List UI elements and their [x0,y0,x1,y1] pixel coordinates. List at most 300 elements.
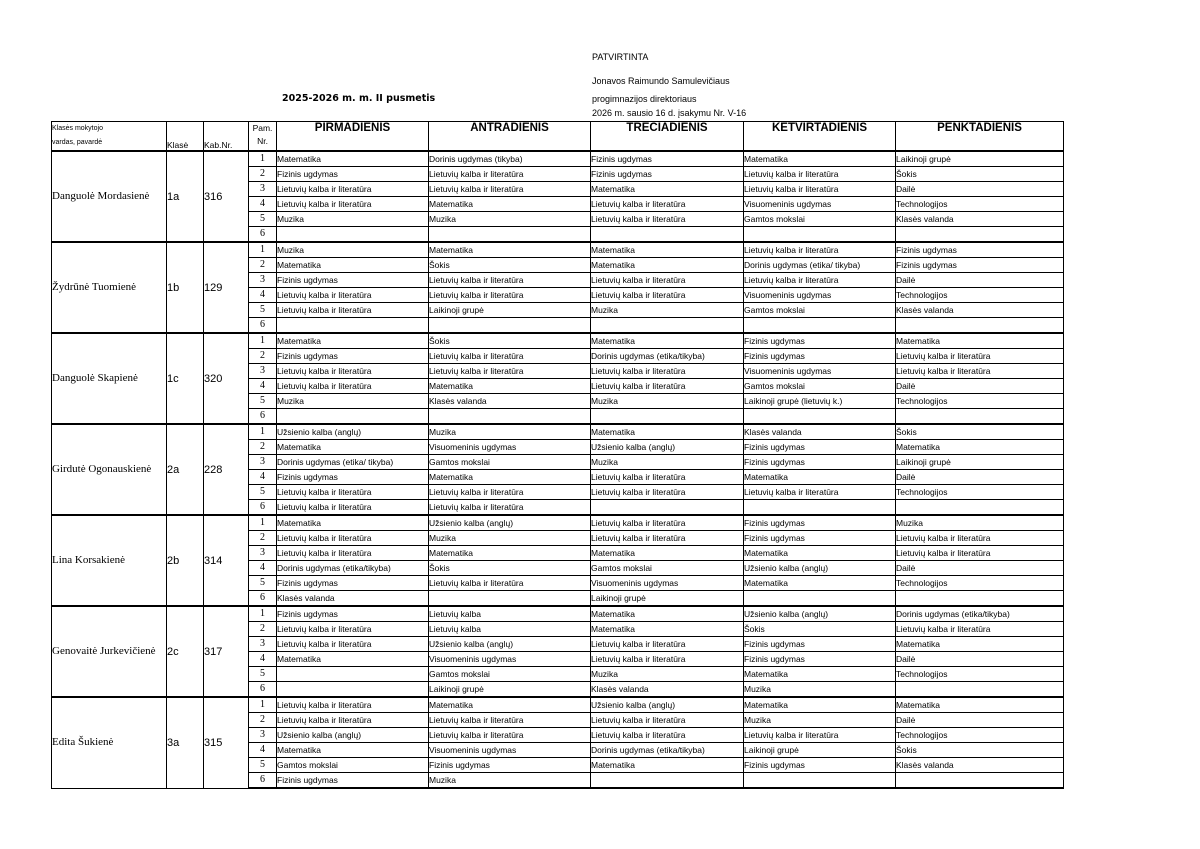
lesson-cell: Fizinis ugdymas [277,576,429,591]
lesson-cell: Lietuvių kalba ir literatūra [591,515,744,531]
lesson-cell: Lietuvių kalba ir literatūra [277,531,429,546]
approval-role: progimnazijos direktoriaus [592,94,697,104]
lesson-number: 2 [249,713,277,728]
lesson-cell: Lietuvių kalba ir literatūra [591,379,744,394]
lesson-number: 2 [249,531,277,546]
lesson-cell [277,227,429,243]
lesson-cell [277,682,429,698]
lesson-cell: Dorinis ugdymas (etika/ tikyba) [744,258,896,273]
lesson-cell: Matematika [744,151,896,167]
lesson-cell: Visuomeninis ugdymas [744,364,896,379]
lesson-cell: Fizinis ugdymas [277,606,429,622]
lesson-cell: Matematika [591,258,744,273]
header-kab: Kab.Nr. [204,122,249,152]
lesson-cell: Dailė [896,652,1064,667]
lesson-cell: Lietuvių kalba ir literatūra [591,728,744,743]
lesson-cell [896,409,1064,425]
table-row [52,515,1064,531]
table-row [52,606,1064,622]
lesson-cell: Gamtos mokslai [744,303,896,318]
lesson-number: 5 [249,667,277,682]
lesson-cell: Matematika [591,622,744,637]
lesson-cell: Matematika [896,637,1064,652]
lesson-cell [896,500,1064,516]
lesson-cell: Užsienio kalba (anglų) [277,424,429,440]
lesson-cell: Technologijos [896,728,1064,743]
lesson-cell: Lietuvių kalba ir literatūra [591,652,744,667]
header-day-tuesday: ANTRADIENIS [429,122,591,152]
approval-order: 2026 m. sausio 16 d. įsakymu Nr. V-16 [592,108,747,118]
lesson-cell: Matematika [896,333,1064,349]
lesson-cell: Fizinis ugdymas [591,167,744,182]
lesson-cell: Matematika [429,470,591,485]
lesson-number: 6 [249,409,277,425]
lesson-cell: Muzika [429,773,591,789]
lesson-number: 3 [249,182,277,197]
lesson-cell: Lietuvių kalba ir literatūra [277,182,429,197]
lesson-cell: Lietuvių kalba ir literatūra [429,288,591,303]
lesson-number: 1 [249,606,277,622]
lesson-number: 3 [249,546,277,561]
lesson-cell: Lietuvių kalba ir literatūra [277,288,429,303]
room-number: 228 [204,424,249,515]
lesson-cell: Šokis [896,743,1064,758]
lesson-cell: Lietuvių kalba ir literatūra [591,637,744,652]
lesson-cell: Fizinis ugdymas [744,333,896,349]
class-name: 2c [167,606,204,697]
lesson-cell: Matematika [744,470,896,485]
lesson-cell: Lietuvių kalba ir literatūra [277,637,429,652]
lesson-cell: Laikinoji grupė [744,743,896,758]
approval-title: PATVIRTINTA [592,52,649,62]
lesson-number: 4 [249,379,277,394]
header-teacher [52,122,167,152]
lesson-number: 3 [249,364,277,379]
lesson-cell: Lietuvių kalba [429,622,591,637]
table-row [52,697,1064,713]
header-teacher-line2: vardas, pavardė [52,139,103,146]
lesson-number: 1 [249,515,277,531]
lesson-cell: Technologijos [896,288,1064,303]
header-day-friday: PENKTADIENIS [896,122,1064,152]
lesson-cell: Dorinis ugdymas (etika/tikyba) [277,561,429,576]
lesson-cell: Lietuvių kalba ir literatūra [896,349,1064,364]
lesson-cell [744,318,896,334]
lesson-cell: Lietuvių kalba ir literatūra [744,167,896,182]
lesson-number: 6 [249,591,277,607]
lesson-number: 6 [249,227,277,243]
lesson-cell: Matematika [429,546,591,561]
lesson-cell: Visuomeninis ugdymas [744,288,896,303]
lesson-cell: Dorinis ugdymas (etika/tikyba) [591,349,744,364]
lesson-cell: Fizinis ugdymas [744,440,896,455]
lesson-cell: Muzika [277,212,429,227]
class-name: 3a [167,697,204,788]
lesson-cell: Šokis [429,561,591,576]
lesson-cell: Technologijos [896,197,1064,212]
lesson-number: 3 [249,728,277,743]
lesson-number: 4 [249,561,277,576]
lesson-cell: Užsienio kalba (anglų) [591,697,744,713]
lesson-cell [896,682,1064,698]
lesson-cell: Muzika [896,515,1064,531]
lesson-cell: Lietuvių kalba ir literatūra [591,485,744,500]
lesson-cell: Šokis [429,258,591,273]
lesson-cell: Muzika [429,212,591,227]
teacher-name: Danguolė Mordasienė [52,151,167,242]
lesson-cell: Lietuvių kalba ir literatūra [896,622,1064,637]
lesson-cell: Lietuvių kalba ir literatūra [429,500,591,516]
lesson-cell: Muzika [591,455,744,470]
lesson-cell: Lietuvių kalba ir literatūra [744,728,896,743]
lesson-cell [429,318,591,334]
lesson-cell: Dailė [896,713,1064,728]
lesson-cell: Užsienio kalba (anglų) [591,440,744,455]
lesson-cell: Lietuvių kalba ir literatūra [277,500,429,516]
lesson-cell [429,409,591,425]
lesson-cell [896,591,1064,607]
lesson-cell: Lietuvių kalba ir literatūra [591,470,744,485]
lesson-cell: Fizinis ugdymas [277,167,429,182]
lesson-cell: Fizinis ugdymas [744,758,896,773]
lesson-cell: Gamtos mokslai [591,561,744,576]
lesson-cell [277,318,429,334]
table-row [52,333,1064,349]
lesson-cell: Lietuvių kalba ir literatūra [277,622,429,637]
lesson-cell: Laikinoji grupė (lietuvių k.) [744,394,896,409]
lesson-cell: Dailė [896,379,1064,394]
lesson-number: 1 [249,242,277,258]
lesson-cell: Matematika [277,652,429,667]
lesson-number: 5 [249,485,277,500]
lesson-cell: Muzika [277,394,429,409]
teacher-name: Žydrūnė Tuomienė [52,242,167,333]
lesson-cell: Lietuvių kalba ir literatūra [896,531,1064,546]
lesson-cell: Lietuvių kalba ir literatūra [429,167,591,182]
lesson-cell: Užsienio kalba (anglų) [277,728,429,743]
lesson-cell: Lietuvių kalba ir literatūra [429,728,591,743]
teacher-name: Girdutė Ogonauskienė [52,424,167,515]
teacher-name: Lina Korsakienė [52,515,167,606]
lesson-cell: Fizinis ugdymas [744,531,896,546]
room-number: 317 [204,606,249,697]
lesson-cell [744,409,896,425]
class-name: 2b [167,515,204,606]
lesson-cell: Fizinis ugdymas [277,349,429,364]
lesson-cell: Muzika [744,682,896,698]
lesson-cell: Lietuvių kalba ir literatūra [591,713,744,728]
lesson-cell [429,591,591,607]
lesson-cell: Technologijos [896,485,1064,500]
lesson-number: 4 [249,288,277,303]
lesson-cell: Matematika [591,242,744,258]
lesson-number: 4 [249,197,277,212]
lesson-cell: Visuomeninis ugdymas [429,743,591,758]
lesson-cell: Lietuvių kalba ir literatūra [429,182,591,197]
lesson-cell: Matematika [277,333,429,349]
lesson-cell: Klasės valanda [896,758,1064,773]
lesson-cell: Fizinis ugdymas [591,151,744,167]
lesson-cell: Matematika [277,743,429,758]
lesson-cell: Fizinis ugdymas [744,515,896,531]
header-pam-line1: Pam. [252,123,273,133]
lesson-cell: Matematika [277,440,429,455]
lesson-cell: Matematika [429,242,591,258]
lesson-cell: Laikinoji grupė [429,303,591,318]
lesson-cell: Fizinis ugdymas [744,637,896,652]
lesson-cell: Fizinis ugdymas [744,455,896,470]
lesson-number: 5 [249,212,277,227]
lesson-number: 1 [249,424,277,440]
lesson-cell [896,773,1064,789]
lesson-cell: Lietuvių kalba ir literatūra [277,197,429,212]
lesson-cell [591,773,744,789]
lesson-cell: Dorinis ugdymas (etika/tikyba) [896,606,1064,622]
class-name: 1c [167,333,204,424]
lesson-cell: Lietuvių kalba ir literatūra [277,546,429,561]
lesson-number: 2 [249,349,277,364]
lesson-number: 3 [249,455,277,470]
lesson-number: 2 [249,622,277,637]
document-title: 2025-2026 m. m. II pusmetis [282,93,436,104]
lesson-cell: Klasės valanda [896,212,1064,227]
header-day-monday: PIRMADIENIS [277,122,429,152]
lesson-number: 5 [249,303,277,318]
lesson-cell: Visuomeninis ugdymas [744,197,896,212]
lesson-cell: Gamtos mokslai [429,667,591,682]
table-row [52,242,1064,258]
lesson-cell: Lietuvių kalba ir literatūra [277,303,429,318]
lesson-cell: Užsienio kalba (anglų) [429,515,591,531]
lesson-number: 1 [249,697,277,713]
lesson-cell [591,227,744,243]
table-row [52,424,1064,440]
lesson-cell: Fizinis ugdymas [277,773,429,789]
lesson-cell [896,318,1064,334]
header-teacher-line1: Klasės mokytojo [52,125,103,132]
lesson-cell: Lietuvių kalba ir literatūra [591,273,744,288]
schedule-table [51,121,1064,789]
lesson-cell: Klasės valanda [429,394,591,409]
lesson-cell: Muzika [591,667,744,682]
lesson-cell [591,500,744,516]
lesson-cell: Matematika [277,515,429,531]
lesson-number: 5 [249,758,277,773]
lesson-cell: Fizinis ugdymas [744,349,896,364]
lesson-cell: Muzika [591,394,744,409]
lesson-cell: Lietuvių kalba ir literatūra [429,576,591,591]
lesson-cell: Muzika [744,713,896,728]
lesson-number: 1 [249,333,277,349]
lesson-cell: Dorinis ugdymas (etika/tikyba) [591,743,744,758]
lesson-cell [429,227,591,243]
lesson-cell: Šokis [429,333,591,349]
lesson-cell [744,773,896,789]
lesson-cell: Matematika [277,258,429,273]
lesson-cell: Muzika [429,424,591,440]
lesson-number: 4 [249,652,277,667]
table-header-row [52,122,1064,152]
lesson-cell: Užsienio kalba (anglų) [429,637,591,652]
header-pam [249,122,277,152]
lesson-cell: Lietuvių kalba ir literatūra [277,713,429,728]
lesson-cell: Matematika [744,667,896,682]
lesson-cell: Lietuvių kalba ir literatūra [744,485,896,500]
lesson-number: 2 [249,440,277,455]
header-day-thursday: KETVIRTADIENIS [744,122,896,152]
lesson-cell: Visuomeninis ugdymas [591,576,744,591]
lesson-cell: Užsienio kalba (anglų) [744,561,896,576]
lesson-cell: Visuomeninis ugdymas [429,440,591,455]
lesson-cell: Matematika [591,424,744,440]
lesson-cell: Klasės valanda [591,682,744,698]
lesson-cell: Muzika [429,531,591,546]
lesson-cell: Lietuvių kalba ir literatūra [277,697,429,713]
header-day-wednesday: TREČIADIENIS [591,122,744,152]
schedule-body [52,151,1064,788]
lesson-cell [744,500,896,516]
lesson-cell: Laikinoji grupė [896,455,1064,470]
class-name: 1a [167,151,204,242]
lesson-cell: Muzika [591,303,744,318]
lesson-cell: Lietuvių kalba ir literatūra [277,379,429,394]
lesson-cell: Šokis [744,622,896,637]
lesson-cell: Lietuvių kalba ir literatūra [896,546,1064,561]
lesson-cell: Fizinis ugdymas [896,258,1064,273]
lesson-cell: Lietuvių kalba ir literatūra [591,364,744,379]
lesson-cell: Technologijos [896,394,1064,409]
lesson-cell: Matematika [429,697,591,713]
lesson-cell: Fizinis ugdymas [744,652,896,667]
lesson-cell: Technologijos [896,576,1064,591]
lesson-cell: Visuomeninis ugdymas [429,652,591,667]
teacher-name: Danguolė Skapienė [52,333,167,424]
lesson-cell: Matematika [429,197,591,212]
lesson-cell: Dailė [896,182,1064,197]
lesson-cell: Technologijos [896,667,1064,682]
lesson-cell: Dailė [896,470,1064,485]
class-name: 2a [167,424,204,515]
lesson-cell: Muzika [277,242,429,258]
lesson-cell: Gamtos mokslai [277,758,429,773]
lesson-cell [591,409,744,425]
lesson-number: 2 [249,258,277,273]
lesson-cell: Dailė [896,273,1064,288]
lesson-number: 6 [249,773,277,789]
class-name: 1b [167,242,204,333]
lesson-cell: Laikinoji grupė [429,682,591,698]
lesson-cell: Matematika [591,606,744,622]
lesson-cell: Lietuvių kalba ir literatūra [744,273,896,288]
lesson-cell: Matematika [591,758,744,773]
room-number: 320 [204,333,249,424]
lesson-cell: Matematika [591,333,744,349]
lesson-cell: Šokis [896,424,1064,440]
teacher-name: Genovaitė Jurkevičienė [52,606,167,697]
lesson-cell: Lietuvių kalba ir literatūra [429,349,591,364]
lesson-number: 5 [249,576,277,591]
lesson-cell: Matematika [744,697,896,713]
lesson-number: 4 [249,470,277,485]
lesson-cell: Lietuvių kalba ir literatūra [429,485,591,500]
lesson-cell: Fizinis ugdymas [277,470,429,485]
lesson-cell: Fizinis ugdymas [429,758,591,773]
lesson-cell: Matematika [744,576,896,591]
lesson-cell: Lietuvių kalba ir literatūra [277,364,429,379]
teacher-name: Edita Šukienė [52,697,167,788]
lesson-number: 6 [249,682,277,698]
lesson-cell: Dorinis ugdymas (etika/ tikyba) [277,455,429,470]
lesson-cell: Lietuvių kalba ir literatūra [744,182,896,197]
lesson-cell: Lietuvių kalba [429,606,591,622]
lesson-cell: Lietuvių kalba ir literatūra [429,364,591,379]
lesson-cell: Matematika [591,182,744,197]
lesson-cell: Dorinis ugdymas (tikyba) [429,151,591,167]
lesson-cell: Fizinis ugdymas [277,273,429,288]
lesson-number: 2 [249,167,277,182]
room-number: 314 [204,515,249,606]
lesson-cell: Laikinoji grupė [896,151,1064,167]
lesson-number: 1 [249,151,277,167]
room-number: 315 [204,697,249,788]
lesson-cell [277,667,429,682]
lesson-number: 5 [249,394,277,409]
lesson-cell: Matematika [429,379,591,394]
lesson-cell: Lietuvių kalba ir literatūra [277,485,429,500]
table-row [52,151,1064,167]
lesson-cell [744,591,896,607]
lesson-cell: Lietuvių kalba ir literatūra [591,212,744,227]
lesson-cell: Lietuvių kalba ir literatūra [744,242,896,258]
lesson-cell: Klasės valanda [896,303,1064,318]
header-pam-line2: Nr. [257,136,268,146]
lesson-cell: Matematika [896,697,1064,713]
lesson-cell: Matematika [744,546,896,561]
lesson-number: 3 [249,273,277,288]
lesson-number: 3 [249,637,277,652]
lesson-cell [896,227,1064,243]
lesson-cell: Lietuvių kalba ir literatūra [591,197,744,212]
lesson-cell: Dailė [896,561,1064,576]
lesson-cell: Šokis [896,167,1064,182]
lesson-number: 4 [249,743,277,758]
lesson-cell: Matematika [277,151,429,167]
lesson-cell: Gamtos mokslai [429,455,591,470]
lesson-cell: Gamtos mokslai [744,379,896,394]
lesson-cell [591,318,744,334]
lesson-cell [744,227,896,243]
lesson-number: 6 [249,318,277,334]
lesson-cell: Fizinis ugdymas [896,242,1064,258]
lesson-number: 6 [249,500,277,516]
lesson-cell: Lietuvių kalba ir literatūra [429,713,591,728]
room-number: 316 [204,151,249,242]
lesson-cell: Užsienio kalba (anglų) [744,606,896,622]
lesson-cell: Matematika [896,440,1064,455]
approval-school: Jonavos Raimundo Samulevičiaus [592,76,730,86]
lesson-cell: Gamtos mokslai [744,212,896,227]
lesson-cell: Matematika [591,546,744,561]
lesson-cell: Lietuvių kalba ir literatūra [591,288,744,303]
lesson-cell: Laikinoji grupė [591,591,744,607]
lesson-cell: Klasės valanda [744,424,896,440]
room-number: 129 [204,242,249,333]
lesson-cell: Lietuvių kalba ir literatūra [896,364,1064,379]
lesson-cell [277,409,429,425]
header-klase: Klasė [167,122,204,152]
lesson-cell: Lietuvių kalba ir literatūra [429,273,591,288]
lesson-cell: Klasės valanda [277,591,429,607]
